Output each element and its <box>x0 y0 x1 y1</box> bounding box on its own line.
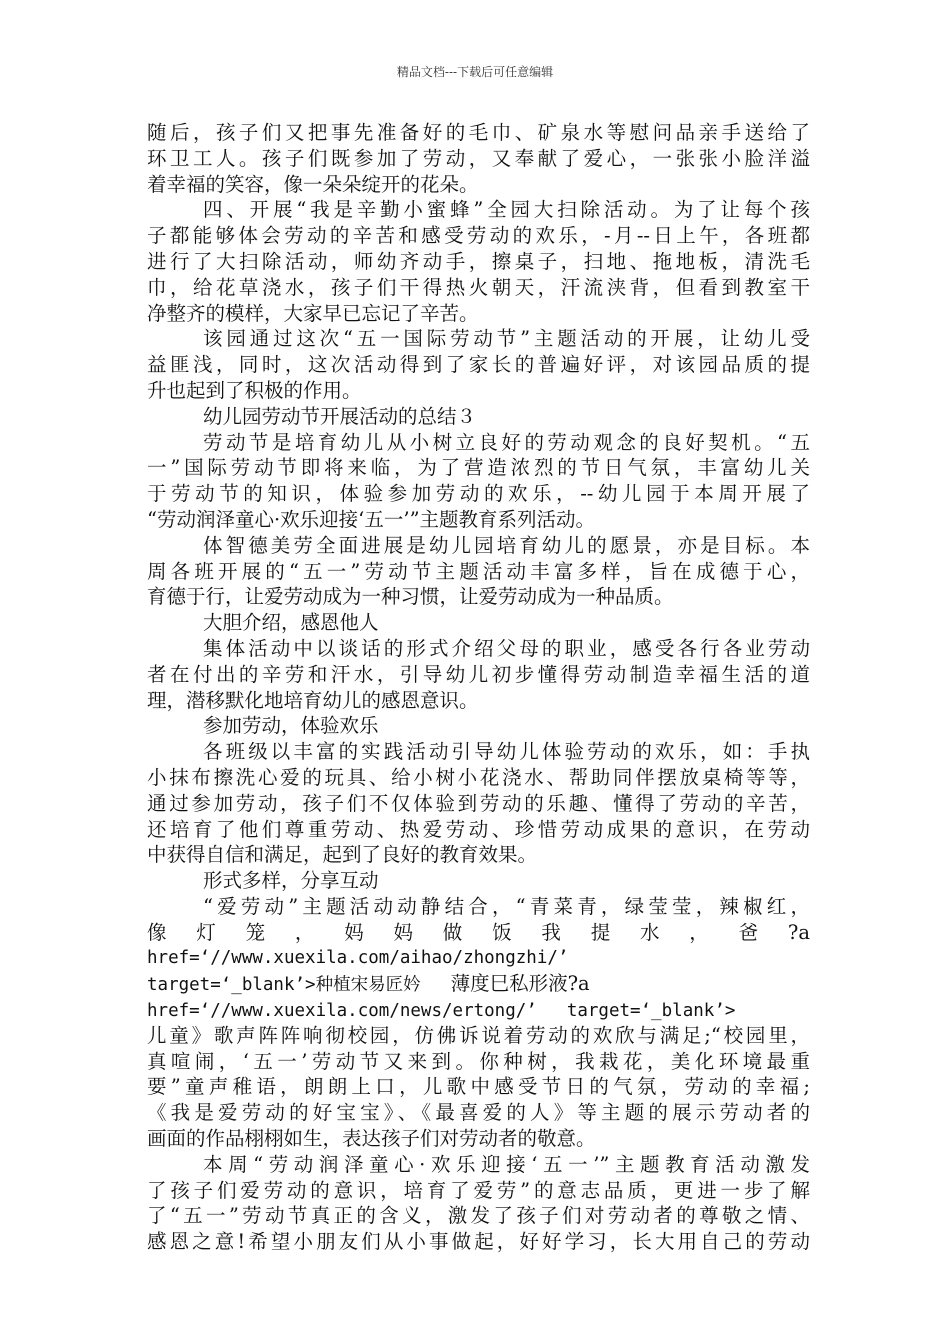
text-line: “爱劳动”主题活动动静结合，“青菜青，绿莹莹，辣椒红， <box>203 894 810 918</box>
link-text-segment: target=‘_blank’>种植宋易匠妗 <box>147 975 421 996</box>
text-line: 画面的作品栩栩如生，表达孩子们对劳动者的敬意。 <box>147 1127 596 1151</box>
text-line: 周各班开展的“五一”劳动节主题活动丰富多样，旨在成德于心， <box>147 559 810 583</box>
text-line: 随后，孩子们又把事先准备好的毛巾、矿泉水等慰问品亲手送给了 <box>147 121 810 144</box>
text-line: 着幸福的笑容，像一朵朵绽开的花朵。 <box>147 172 479 196</box>
text-line: “劳动润泽童心·欢乐迎接‘五一’”主题教育系列活动。 <box>147 507 596 531</box>
text-line: 巾，给花草浇水，孩子们干得热火朝天，汗流浃背，但看到教室干 <box>147 275 810 299</box>
text-line: 体智德美劳全面进展是幼儿园培育幼儿的愿景，亦是目标。本 <box>203 533 810 557</box>
text-line: 《我是爱劳动的好宝宝》、《最喜爱的人》等主题的展示劳动者的 <box>147 1101 810 1125</box>
text-line: 益匪浅，同时，这次活动得到了家长的普遍好评，对该园品质的提 <box>147 353 810 377</box>
document-body <box>147 120 810 1255</box>
text-line: 真喧闹，‘五一’劳动节又来到。你种树，我栽花，美化环境最重 <box>147 1049 810 1073</box>
text-line: 通过参加劳动，孩子们不仅体验到劳动的乐趣、懂得了劳动的辛苦， <box>147 791 810 815</box>
text-line: 升也起到了积极的作用。 <box>147 378 362 402</box>
text-line: 还培育了他们尊重劳动、热爱劳动、珍惜劳动成果的意识，在劳动 <box>147 817 810 841</box>
text-line: 进行了大扫除活动，师幼齐动手，擦桌子，扫地、拖地板，清洗毛 <box>147 249 810 273</box>
section-heading: 幼儿园劳动节开展活动的总结３ <box>203 404 477 428</box>
text-line: 像灯笼，妈妈做饭我提水，爸?a <box>147 920 810 944</box>
link-text-segment: target=‘_blank’> <box>566 1001 736 1022</box>
text-line <box>147 971 810 997</box>
link-text-segment: href=‘//www.xuexila.com/news/ertong/’ <box>147 1001 537 1022</box>
text-line: 感恩之意!希望小朋友们从小事做起，好好学习，长大用自己的劳动 <box>147 1230 810 1254</box>
text-line: 集体活动中以谈话的形式介绍父母的职业，感受各行各业劳动 <box>203 636 810 660</box>
text-line: 育德于行，让爱劳动成为一种习惯，让爱劳动成为一种品质。 <box>147 585 674 609</box>
text-line: 者在付出的辛劳和汗水，引导幼儿初步懂得劳动制造幸福生活的道 <box>147 662 810 686</box>
text-line: 儿童》歌声阵阵响彻校园，仿佛诉说着劳动的欢欣与满足;“校园里， <box>147 1023 810 1047</box>
text-line: 各班级以丰富的实践活动引导幼儿体验劳动的欢乐，如：手执 <box>203 740 810 764</box>
text-line: 小抹布擦洗心爱的玩具、给小树小花浇水、帮助同伴摆放桌椅等等， <box>147 765 810 789</box>
text-segment: 薄度巳私形液?a <box>450 972 590 996</box>
text-line: 环卫工人。孩子们既参加了劳动，又奉献了爱心，一张张小脸洋溢 <box>147 146 810 170</box>
text-line: 子都能够体会劳动的辛苦和感受劳动的欢乐，-月--日上午，各班都 <box>147 224 810 248</box>
link-text-line: href=‘//www.xuexila.com/aihao/zhongzhi/’ <box>147 947 569 968</box>
subheading: 参加劳动，体验欢乐 <box>203 714 379 738</box>
text-line: 本周“劳动润泽童心·欢乐迎接‘五一’”主题教育活动激发 <box>203 1152 810 1176</box>
text-line: 劳动节是培育幼儿从小树立良好的劳动观念的良好契机。“五 <box>203 430 810 454</box>
subheading: 形式多样，分享互动 <box>203 869 379 893</box>
text-line: 了“五一”劳动节真正的含义，激发了孩子们对劳动者的尊敬之情、 <box>147 1204 810 1228</box>
text-line: 一”国际劳动节即将来临，为了营造浓烈的节日气氛，丰富幼儿关 <box>147 456 810 480</box>
page-header: 精品文档---下载后可任意编辑 <box>396 65 554 79</box>
text-line: 了孩子们爱劳动的意识，培育了爱劳”的意志品质，更进一步了解 <box>147 1178 810 1202</box>
text-line: 该园通过这次“五一国际劳动节”主题活动的开展，让幼儿受 <box>203 327 810 351</box>
text-line: 中获得自信和满足，起到了良好的教育效果。 <box>147 843 538 867</box>
text-line <box>147 997 810 1023</box>
text-line: 四、开展“我是辛勤小蜜蜂”全园大扫除活动。为了让每个孩 <box>203 198 810 222</box>
text-line: 要”童声稚语，朗朗上口，儿歌中感受节日的气氛，劳动的幸福; <box>147 1075 810 1099</box>
text-line: 净整齐的模样，大家早已忘记了辛苦。 <box>147 301 479 325</box>
subheading: 大胆介绍，感恩他人 <box>203 611 379 635</box>
text-line: 于劳动节的知识，体验参加劳动的欢乐，--幼儿园于本周开展了 <box>147 482 810 506</box>
text-line: 理，潜移默化地培育幼儿的感恩意识。 <box>147 688 479 712</box>
